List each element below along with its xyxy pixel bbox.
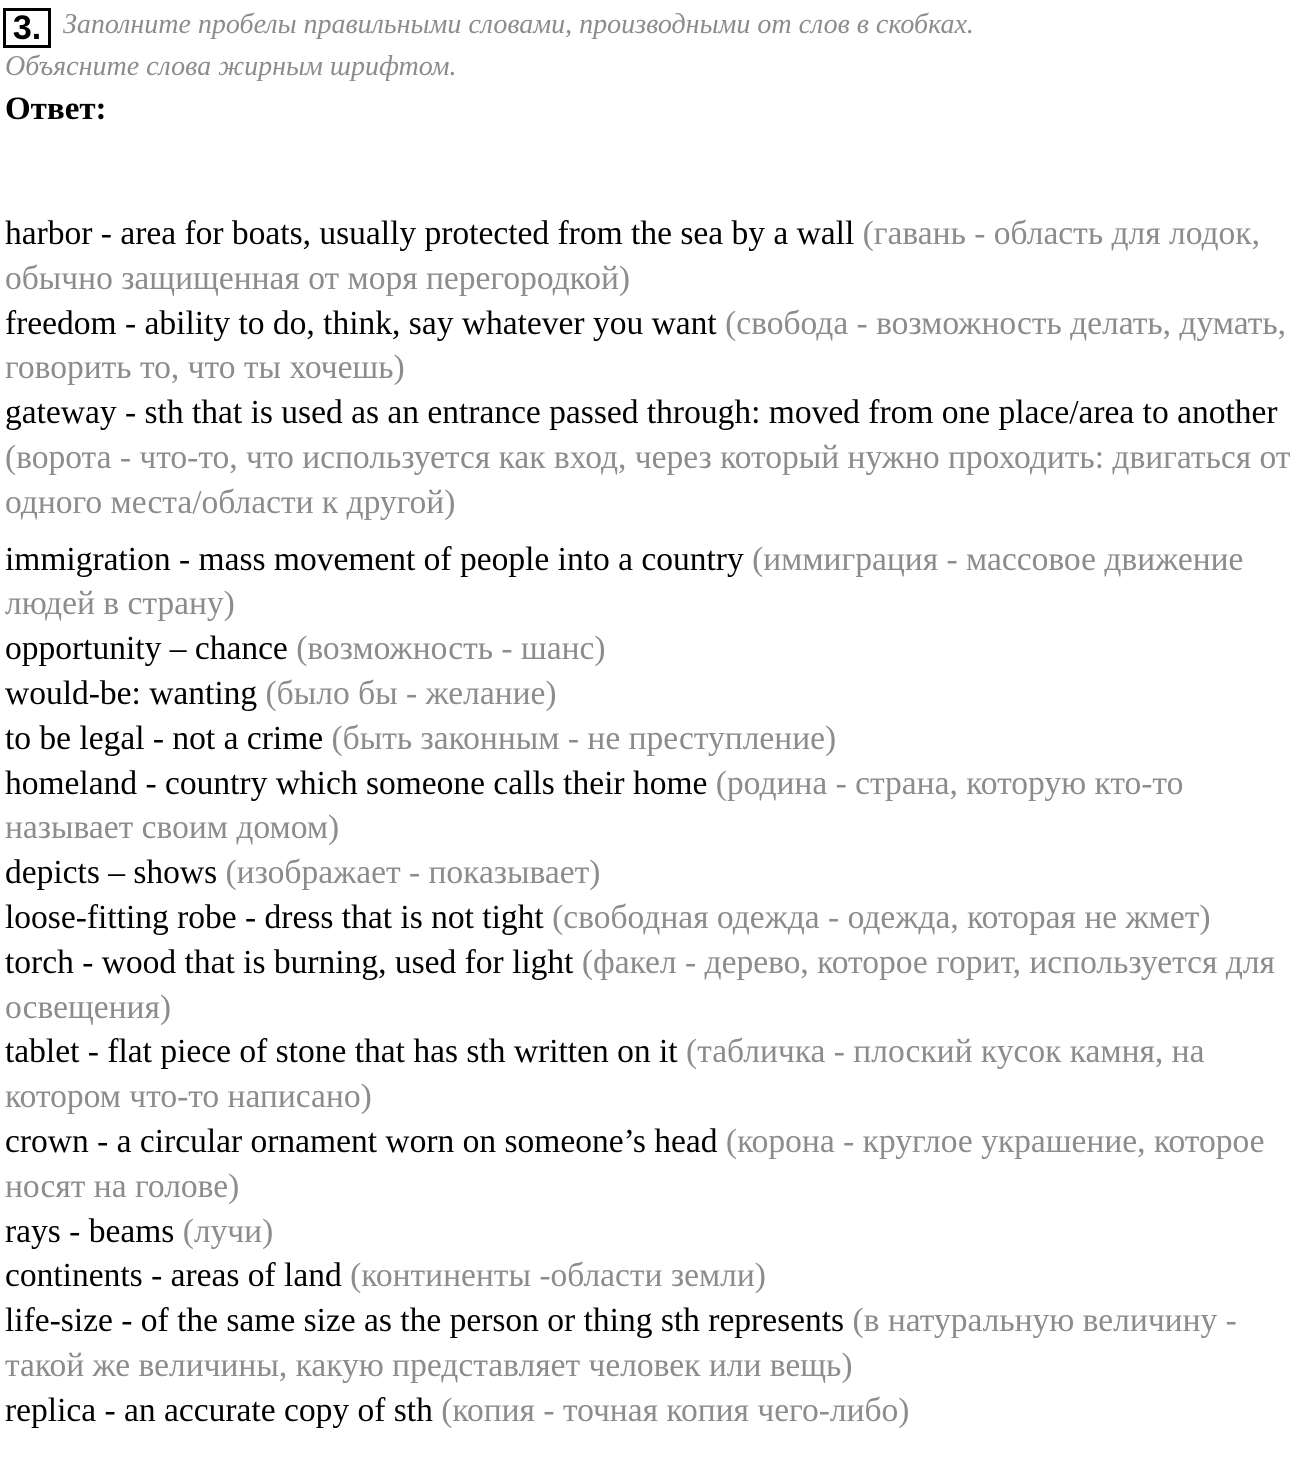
vocabulary-list	[5, 212, 1304, 1434]
vocab-entry-depicts	[5, 851, 1304, 896]
entry-english: crown - a circular ornament worn on someone’s head	[5, 1122, 718, 1160]
entry-russian: (копия - точная копия чего-либо)	[441, 1391, 910, 1429]
task-instruction-continued: Объясните слова жирным шрифтом.	[5, 51, 457, 82]
entry-english: tablet - flat piece of stone that has sth written on it	[5, 1033, 678, 1071]
entry-english: gateway - sth that is used as an entrance passed through: moved from one place/area to another	[5, 394, 1278, 432]
entry-english: opportunity – chance	[5, 630, 288, 668]
entry-russian: (факел - дерево, которое горит, используется для освещения)	[5, 943, 1275, 1026]
entry-english: life-size - of the same size as the person or thing sth represents	[5, 1302, 845, 1340]
entry-english: torch - wood that is burning, used for light	[5, 943, 574, 981]
entry-russian: (свобода - возможность делать, думать, говорить то, что ты хочешь)	[5, 304, 1287, 387]
entry-russian: (быть законным - не преступление)	[331, 719, 837, 757]
entry-english: harbor - area for boats, usually protected from the sea by a wall	[5, 215, 855, 252]
vocab-entry-crown	[5, 1120, 1304, 1210]
vocab-entry-homeland	[5, 762, 1304, 852]
vocab-entry-life-size	[5, 1299, 1304, 1389]
entry-english: freedom - ability to do, think, say whatever you want	[5, 304, 717, 342]
vocab-entry-immigration	[5, 538, 1304, 628]
vocab-entry-rays	[5, 1210, 1304, 1255]
entry-russian: (возможность - шанс)	[296, 630, 606, 668]
entry-russian: (ворота - что-то, что используется как вход, через который нужно проходить: двигаться от одного места/области к другой)	[5, 438, 1291, 521]
entry-russian: (свободная одежда - одежда, которая не жмет)	[552, 898, 1211, 936]
entry-russian: (в натуральную величину - такой же величины, какую представляет человек или вещь)	[5, 1302, 1237, 1384]
entry-english: would-be: wanting	[5, 674, 258, 712]
task-number-badge: 3.	[3, 8, 51, 48]
task-line	[0, 8, 1300, 48]
entry-russian: (иммиграция - массовое движение людей в страну)	[5, 540, 1244, 623]
vocab-entry-freedom	[5, 302, 1304, 392]
entry-english: to be legal - not a crime	[5, 719, 324, 757]
entry-english: replica - an accurate copy of sth	[5, 1391, 433, 1429]
vocab-entry-legal	[5, 717, 1304, 762]
entry-russian: (было бы - желание)	[265, 674, 557, 712]
answer-label: Ответ:	[5, 91, 107, 127]
entry-russian: (изображает - показывает)	[225, 854, 601, 892]
entry-english: immigration - mass movement of people into a country	[5, 540, 744, 578]
vocab-entry-replica	[5, 1389, 1304, 1434]
entry-english: homeland - country which someone calls their home	[5, 764, 708, 802]
entry-english: rays - beams	[5, 1212, 175, 1250]
vocab-entry-would-be	[5, 672, 1304, 717]
entry-russian: (лучи)	[182, 1212, 274, 1250]
vocab-entry-robe	[5, 896, 1304, 941]
entry-russian: (гавань - область для лодок, обычно защищенная от моря перегородкой)	[5, 215, 1260, 297]
vocab-entry-gateway	[5, 391, 1304, 525]
vocab-entry-continents	[5, 1254, 1304, 1299]
entry-russian: (корона - круглое украшение, которое носят на голове)	[5, 1122, 1265, 1205]
task-header	[0, 8, 1300, 130]
vocab-entry-opportunity	[5, 627, 1304, 672]
entry-russian: (родина - страна, которую кто-то называет своим домом)	[5, 764, 1184, 847]
entry-russian: (табличка - плоский кусок камня, на котором что-то написано)	[5, 1033, 1205, 1116]
vocab-entry-torch	[5, 941, 1304, 1031]
entry-english: continents - areas of land	[5, 1257, 351, 1295]
vocab-entry-harbor	[5, 212, 1304, 302]
entry-english: depicts – shows	[5, 854, 218, 892]
task-instruction: Заполните пробелы правильными словами, производными от слов в скобках.	[63, 9, 974, 40]
vocab-entry-tablet	[5, 1030, 1304, 1120]
entry-english: loose-fitting robe - dress that is not tight	[5, 898, 544, 936]
entry-russian: (континенты -области земли)	[350, 1257, 766, 1295]
